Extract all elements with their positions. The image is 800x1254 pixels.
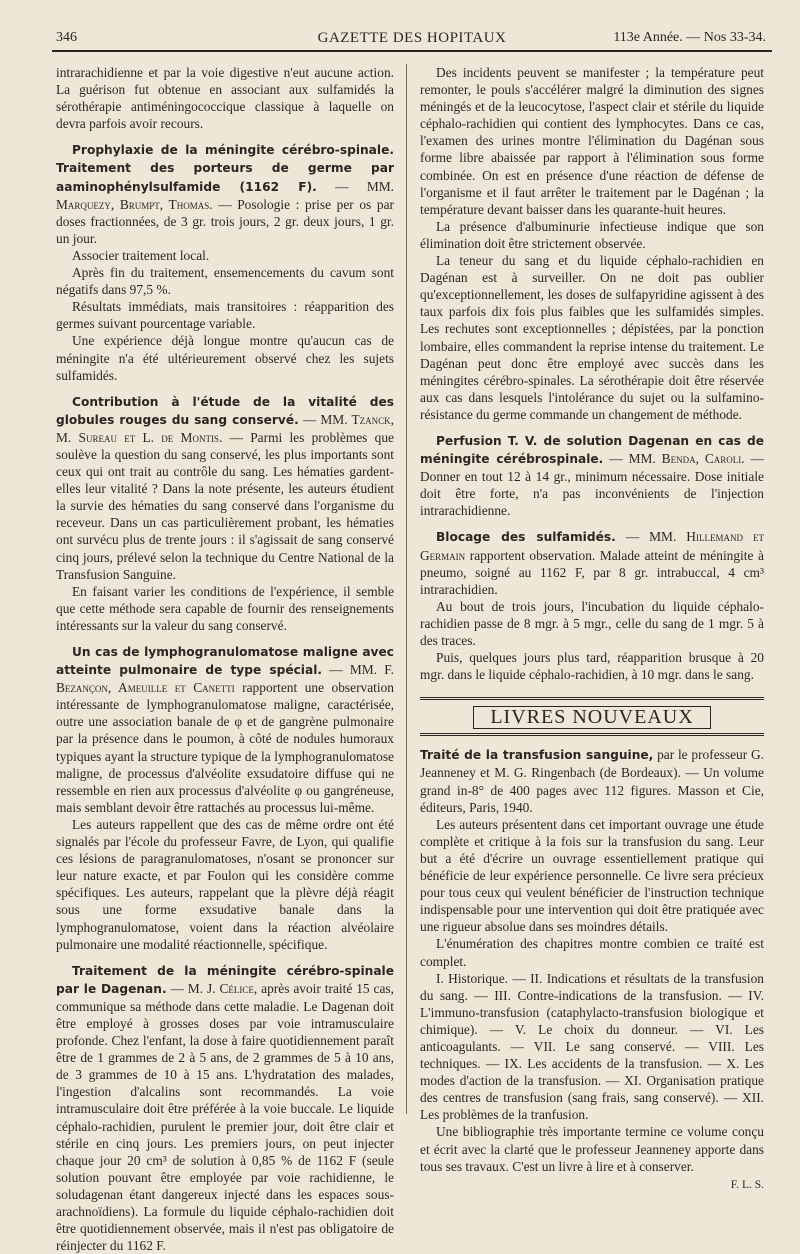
article-dagenan bbox=[56, 962, 394, 1254]
issue-label: 113e Année. — Nos 33-34. bbox=[613, 30, 766, 45]
article-body: rapportent observation. Malade atteint de méningite à pneumo, soigné au 1162 F, par 8 gr. intrabuccal, 4 cm³ intrarachidien. bbox=[420, 547, 764, 597]
article-paragraph: Résultats immédiats, mais transitoires : réapparition des germes suivant pourcentage variable. bbox=[56, 299, 394, 332]
section-banner bbox=[420, 697, 764, 736]
article-authors: — MM. Marquezy, Brumpt, Thomas. bbox=[56, 178, 394, 212]
column-divider bbox=[406, 64, 407, 1114]
article-lymphogranulomatose bbox=[56, 643, 394, 953]
article-paragraph: La présence d'albuminurie infectieuse indique que son élimination doit être strictement observée. bbox=[420, 218, 764, 251]
article-authors: — MM. Tzanck, M. Sureau et L. de Montis. bbox=[56, 411, 394, 445]
article-perfusion bbox=[420, 432, 764, 519]
article-body: après avoir traité 15 cas, communique sa méthode dans cette maladie. Le Dagenan doit être employé à grosses doses par voie intramusculaire profonde. Chez l'enfant, la dose à faire quotidiennement paraît être de 1 grammes de 2 à 5 ans, de 2 grammes de 5 à 10 ans, de 3 grammes de 10 à 15 ans. L'hydratation des malades, l'ingestion d'alcalins sont recommandés. La voie intramusculaire doit être préférée à la voie buccale. Le liquide céphalo-rachidien, purulent le premier jour, doit être clair et stérile en cinq jours. Les premiers jours, on peut injecter chaque jour 20 cm³ de solution à 0,85 % de 1162 F (seule solution pouvant être employée par voie rachidienne, le soludagenan étant dangereux injecté dans les espaces sous-arachnoïdiens). La formule du liquide céphalo-rachidien doit être quotidiennement observée, mais il n'est pas obligatoire de réinjecter du 1162 F. bbox=[56, 980, 394, 1254]
article-title: Blocage des sulfamidés. bbox=[436, 530, 616, 545]
article-globules bbox=[56, 393, 394, 634]
review-body: — Un volume grand in-8° de 400 pages avec 112 figures. Masson et Cie, éditeurs, Paris, 1940. bbox=[420, 765, 764, 815]
article-paragraph: Après fin du traitement, ensemencements du cavum sont négatifs dans 97,5 %. bbox=[56, 265, 394, 298]
article-body: — Donner en tout 12 à 14 gr., minimum nécessaire. Dose initiale doit être forte, n'a pas inconvénients de l'injection intrarachidienne. bbox=[420, 451, 764, 519]
article-authors: — MM. Hillemand et Germain bbox=[420, 529, 764, 563]
article-authors: — M. J. Célice, bbox=[170, 980, 258, 996]
book-review bbox=[420, 746, 764, 1193]
article-title: Prophylaxie de la méningite cérébro-spinale. Traitement des porteurs de germe par aaminophénylsulfamide (1162 F). bbox=[56, 143, 394, 194]
article-prophylaxie bbox=[56, 141, 394, 383]
article-paragraph: Au bout de trois jours, l'incubation du liquide céphalo-rachidien passe de 8 mgr. à 5 mgr., celle du sang de 1 mgr. 5 à des traces. bbox=[420, 598, 764, 648]
review-authors: par le professeur G. Jeanneney et M. G. Ringenbach (de Bordeaux). bbox=[420, 747, 764, 781]
article-title: Contribution à l'étude de la vitalité des globules rouges du sang conservé. bbox=[56, 394, 394, 427]
article-authors: — MM. Benda, Caroli. bbox=[609, 451, 745, 467]
article-blocage bbox=[420, 528, 764, 683]
left-column bbox=[56, 64, 395, 1254]
article-paragraph: Les auteurs rappellent que des cas de même ordre ont été signalés par l'école du professeur Favre, de Lyon, qui qualifie ces lésions de paragranulomatoses, n'osant se prononcer sur leur nature exacte, et par Foulon qui les considère comme spécifiques. Les auteurs, rappelant que la plèvre déjà réagit sous une forme exsudative banale dans la lymphogranulomatose, voient dans la réaction alvéolaire pulmonaire une modalité réactionnelle, spécifique. bbox=[56, 816, 394, 952]
article-paragraph: Des incidents peuvent se manifester ; la température peut remonter, le pouls s'accélérer malgré la diminution des signes méningés et de la leucocytose, l'aspect clair et stérile du liquide céphalo-rachidien qui contient des lymphocytes. Dans ce cas, l'examen des urines montre l'élimination du Dagénan sous forme libre abaissée par rapport à l'élimination sous forme combinée. On est en présence d'une réaction de défense de l'organisme et il faut arrêter le traitement par le Dagénan ; la température devant baisser dans les quarante-huit heures. bbox=[420, 65, 764, 217]
article-body: rapportent une observation intéressante de lymphogranulomatose maligne, caractérisée, outre une association banale de φ et de gangrène pulmonaire par la présence dans le poumon, à côté de nodules humoraux typiques ayant la structure typique de la lymphogranulomatose maligne, de processus d'alvéolite exsudatoire diffuse qui ne ressemble en rien aux processus d'alvéolite φ ou gangréneuse, mais semblant devoir être rattachés au processus lui-même. bbox=[56, 680, 395, 815]
article-authors: — MM. F. Bezançon, Ameuille et Canetti bbox=[56, 662, 394, 696]
article-title: Perfusion T. V. de solution Dagenan en cas de méningite cérébrospinale. bbox=[420, 433, 764, 467]
article-body: — Parmi les problèmes que soulève la question du sang conservé, les plus importants sont ceux qui ont trait au contrôle du sang. Les hématies gardent-elles leur vitalité ? Dans la note présente, les auteurs étudient la survie des hématies du sang conservé dans l'organisme du receveur. Dans un cas particulièrement probant, les hématies ont survécu plus de trente jours : il s'agissait de sang conservé cinq jours, prélevé selon la technique du Centre National de la Transfusion Sanguine. bbox=[56, 429, 394, 582]
article-paragraph: Une expérience déjà longue montre qu'aucun cas de méningite n'a été ultérieurement observé chez les sujets sulfamidés. bbox=[56, 333, 394, 383]
article-paragraph: Puis, quelques jours plus tard, réapparition brusque à 20 mgr. dans le liquide céphalo-rachidien, à 10 mgr. dans le sang. bbox=[420, 650, 764, 683]
review-title: Traité de la transfusion sanguine, bbox=[420, 748, 654, 763]
review-paragraph: I. Historique. — II. Indications et résultats de la transfusion du sang. — III. Contre-indications de la transfusion. — IV. L'immuno-transfusion (cataphylacto-transfusion biologique et chimique). — V. Le choix du donneur. — VI. Les anticoagulants. — VII. Le sang conservé. — VIII. Les techniques. — IX. Les accidents de la transfusion. — X. Les modes d'action de la transfusion. — XI. Organisation pratique des centres de transfusion (sang frais, sang conservé). — XII. Les problèmes de la tranfusion. bbox=[420, 970, 764, 1123]
article-title: Traitement de la méningite cérébro-spinale par le Dagenan. bbox=[56, 963, 394, 996]
page-number: 346 bbox=[56, 30, 77, 45]
article-title: Un cas de lymphogranulomatose maligne avec atteinte pulmonaire de type spécial. bbox=[56, 645, 394, 678]
intro-paragraph: intrarachidienne et par la voie digestive n'eut aucune action. La guérison fut obtenue en associant aux sulfamidés la sérothérapie antiméningococcique classique à laquelle on devra parfois avoir recours. bbox=[56, 65, 394, 132]
review-paragraph: L'énumération des chapitres montre combien ce traité est complet. bbox=[420, 936, 764, 969]
review-signature: F. L. S. bbox=[730, 1178, 764, 1191]
section-banner-label: LIVRES NOUVEAUX bbox=[473, 706, 710, 729]
page-header bbox=[52, 24, 772, 52]
article-body: — Posologie : prise per os par doses fractionnées, de 3 gr. trois jours, 2 gr. deux jours, 1 gr. un jour. bbox=[56, 196, 394, 246]
right-column bbox=[420, 64, 764, 1191]
article-paragraph: Associer traitement local. bbox=[72, 247, 210, 263]
journal-title: GAZETTE DES HOPITAUX bbox=[317, 30, 507, 46]
article-paragraph: La teneur du sang et du liquide céphalo-rachidien en Dagénan est à surveiller. On ne doit pas oublier qu'exceptionnellement, les doses de sulfapyridine agissent à des taux parfois dix fois plus faibles que les sulfamidés simples. Les rechutes sont exceptionnelles ; dépistées, par la ponction lombaire, elles commandent la reprise intense du traitement. Le Dagénan peut donc être employé avec succès dans les méningites cérébro-spinales. La sérothérapie doit être réservée aux cas dans lesquels l'intolérance du sujet ou la sulfamino-résistance du germe commande un changement de méthode. bbox=[420, 253, 764, 422]
article-paragraph: En faisant varier les conditions de l'expérience, il semble que cette méthode sera capable de fournir des renseignements intéressants sur la valeur du sang conservé. bbox=[56, 583, 394, 633]
review-paragraph: Une bibliographie très importante termine ce volume conçu et écrit avec la clarté que le professeur Jeanneney apporte dans tous ses travaux. C'est un livre à lire et à conserver. bbox=[420, 1124, 764, 1174]
review-paragraph: Les auteurs présentent dans cet important ouvrage une étude complète et critique à la fois sur la transfusion du sang. Leur but a été d'écrire un ouvrage essentiellement pratique qui bénéficie de leur expérience personnelle. Ce livre sera précieux pour tous ceux qui veulent bénéficier de l'instruction technique indispensable pour une intervention qui doit être pratiquée avec une rigueur absolue dans ses moindres détails. bbox=[420, 816, 764, 935]
